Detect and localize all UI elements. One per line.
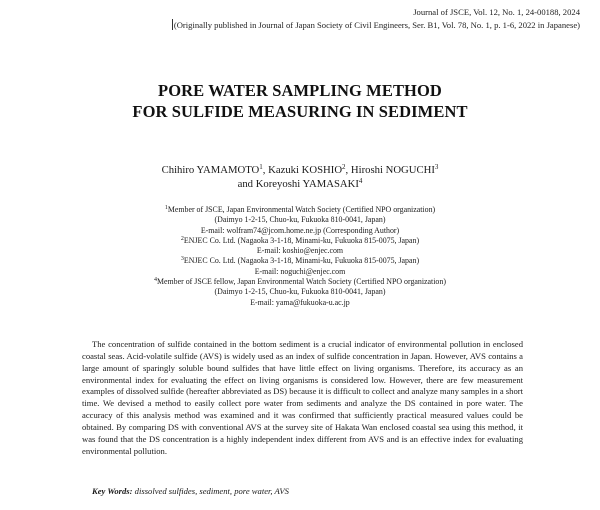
author-affil-marker: 2 <box>342 163 346 171</box>
author-list <box>0 163 600 191</box>
keywords-text: dissolved sulfides, sediment, pore water, AVS <box>134 486 289 496</box>
affiliation-marker: 3 <box>180 256 184 263</box>
affiliation-org: $^4$Member of JSCE fellow, Japan Environmental Watch Society (Certified NPO organization) <box>154 277 446 287</box>
journal-header <box>172 6 580 31</box>
affiliation-org: $^3$ENJEC Co. Ltd. (Nagaoka 3-1-18, Minami-ku, Fukuoka 815-0075, Japan) <box>180 256 420 266</box>
author-conjunction: and <box>237 178 254 190</box>
author-name: Kazuki KOSHIO <box>268 164 343 176</box>
keywords-label: Key Words: <box>92 486 133 496</box>
title-line-1: PORE WATER SAMPLING METHOD <box>158 81 442 100</box>
author-name: Koreyoshi YAMASAKI <box>255 178 359 190</box>
affiliation-email: E-mail: yama@fukuoka-u.ac.jp <box>250 297 350 307</box>
author-name: Chihiro YAMAMOTO <box>161 164 260 176</box>
abstract-text: The concentration of sulfide contained in the bottom sediment is a crucial indicator of environmental pollution in enclosed coastal seas. Acid-volatile sulfide (AVS) is widely used as an index of sulfide concentration in Japan. However, AVS contains a large amount of sparingly soluble bound sulfides that have little effect on living organisms. Therefore, its accuracy as an environmental index for evaluating the effect on living organisms is considered low. However, there are few measurement examples of dissolved sulfide (hereafter abbreviated as DS) because it is difficult to collect and analyze many samples in a short time. We devised a method to easily collect pore water from sediments and analyze the DS contained in pore water. The accuracy of this analysis method was examined and it was confirmed that sufficiently practical measured values could be obtained. By comparing DS with conventional AVS at the survey site of Hakata Wan enclosed coastal sea using this method, it was found that the DS concentration is a highly independent index different from AVS and is an effective index for evaluating environmental pollution. <box>82 339 523 456</box>
affiliation-marker: 4 <box>154 277 158 284</box>
affiliation-email: E-mail: wolfram74@jcom.home.ne.jp (Corresponding Author) <box>200 225 400 235</box>
author-affil-marker: 1 <box>259 163 263 171</box>
affiliation-address: (Daimyo 1-2-15, Chuo-ku, Fukuoka 810-0041, Japan) <box>214 287 386 297</box>
paper-title <box>0 80 600 122</box>
authors-line-1: Chihiro YAMAMOTO$^1$, Kazuki KOSHIO$^2$, Hiroshi NOGUCHI$^3$ <box>161 163 439 176</box>
affiliation-email: E-mail: koshio@enjec.com <box>256 246 344 256</box>
author-name: Hiroshi NOGUCHI <box>350 164 435 176</box>
text-cursor <box>172 19 173 30</box>
original-publication-text: (Originally published in Journal of Japan Society of Civil Engineers, Ser. B1, Vol. 78, No. 1, p. 1-6, 2022 in Japanese) <box>173 19 580 30</box>
affiliation-email: E-mail: noguchi@enjec.com <box>254 266 346 276</box>
authors-line-2 <box>0 177 600 191</box>
affiliation-marker: 1 <box>164 205 168 211</box>
affiliation-address: (Daimyo 1-2-15, Chuo-ku, Fukuoka 810-0041, Japan) <box>214 215 386 225</box>
affiliations <box>0 205 600 308</box>
affiliation-org: $^2$ENJEC Co. Ltd. (Nagaoka 3-1-18, Minami-ku, Fukuoka 815-0075, Japan) <box>180 235 420 245</box>
original-publication-note <box>172 19 580 32</box>
author-affil-marker: 4 <box>358 177 363 185</box>
journal-citation: Journal of JSCE, Vol. 12, No. 1, 24-00188, 2024 <box>413 7 580 17</box>
title-line-2: FOR SULFIDE MEASURING IN SEDIMENT <box>132 102 468 121</box>
author-affil-marker: 3 <box>434 163 439 171</box>
keywords <box>92 485 289 497</box>
affiliation-marker: 2 <box>180 235 184 242</box>
affiliation-org: $^1$Member of JSCE, Japan Environmental Watch Society (Certified NPO organization) <box>164 205 436 214</box>
